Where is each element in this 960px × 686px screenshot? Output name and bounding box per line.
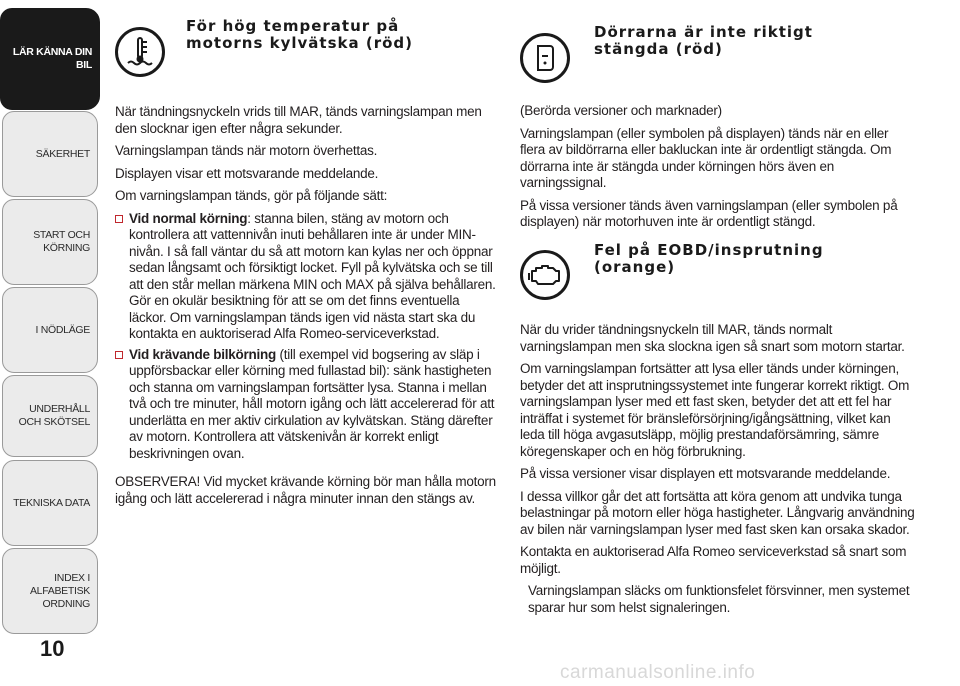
coolant-heading xyxy=(186,18,413,52)
paragraph: Varningslampan (eller symbolen på displayen) tänds när en eller flera av bildörrarna eller bakluckan inte är ordentligt stängda. Om dörrarna inte är stängda under körningen hörs även en varningssignal. xyxy=(520,125,892,190)
bullet-title: Vid krävande bilkörning xyxy=(129,346,277,362)
heading-line: stängda (röd) xyxy=(594,40,723,58)
tab-sakerhet[interactable] xyxy=(2,111,98,197)
coolant-temperature-icon xyxy=(115,27,165,77)
tab-label: START OCH KÖRNING xyxy=(33,229,90,254)
watermark: carmanualsonline.info xyxy=(560,662,756,683)
page-number: 10 xyxy=(40,636,65,661)
bullet-demanding-driving xyxy=(115,347,500,463)
paragraph: (Berörda versioner och marknader) xyxy=(520,103,722,118)
tab-label: I NÖDLÄGE xyxy=(35,323,90,336)
paragraph: Kontakta en auktoriserad Alfa Romeo serviceverkstad så snart som möjligt. xyxy=(520,544,907,576)
bullet-normal-driving xyxy=(115,211,500,343)
heading-line: motorns kylvätska (röd) xyxy=(186,34,414,52)
bullet-box-icon xyxy=(115,351,123,359)
heading-line: Dörrarna är inte riktigt xyxy=(594,23,813,41)
tab-underhall-och-skotsel[interactable] xyxy=(2,375,98,457)
tab-label: LÄR KÄNNA DIN BIL xyxy=(12,46,92,71)
paragraph: När tändningsnyckeln vrids till MAR, tänds varningslampan men den slocknar igen efter några sekunder. xyxy=(115,104,482,136)
paragraph: Om varningslampan tänds, gör på följande sätt: xyxy=(115,188,388,203)
eobd-heading xyxy=(594,242,824,276)
heading-line: För hög temperatur på xyxy=(186,17,400,35)
paragraph: När du vrider tändningsnyckeln till MAR, tänds normalt varningslampan men ska slockna igen så snart som motorn startar. xyxy=(520,322,905,354)
bullet-text: : stanna bilen, stäng av motorn och kontrollera att vattennivån inuti behållaren inte är under MIN-nivån. I så fall väntar du så att motorn kan kylas ner och öppnar sedan långsamt och försiktigt locket. Fyll på kylvätska och se till att den står mellan märkena MIN och MAX på själva behållaren. Gör en okulär besiktning för att se om det finns eventuella läckor. Om varningslampan tänds igen vid nästa start ska du kontakta en auktoriserad Alfa Romeo-serviceverkstad. xyxy=(129,210,496,341)
bullet-box-icon xyxy=(115,215,123,223)
tab-label: UNDERHÅLL OCH SKÖTSEL xyxy=(18,403,90,428)
door-open-icon xyxy=(520,33,570,83)
tab-label: SÄKERHET xyxy=(35,147,90,160)
paragraph: På vissa versioner visar displayen ett motsvarande meddelande. xyxy=(520,466,891,481)
tab-start-och-korning[interactable] xyxy=(2,199,98,285)
paragraph: Displayen visar ett motsvarande meddelande. xyxy=(115,165,379,181)
tab-index[interactable] xyxy=(2,548,98,634)
doors-body xyxy=(520,103,915,237)
bullet-title: Vid normal körning xyxy=(129,210,248,226)
bullet-text: (till exempel vid bogsering av släp i uppförsbackar eller körning med fullastad bil): sänk hastigheten och stanna om varningslampan fortsätter lysa. Stanna i mellan två och tre minuter, håll motorn igång och lätt accelererad för att underlätta en mer aktiv cirkulation av kylvätskan. Stäng därefter av motorn. Kontrollera att vätskenivån är korrekt enligt beskrivningen ovan. xyxy=(129,346,495,461)
doors-heading xyxy=(594,24,813,58)
paragraph: På vissa versioner tänds även varningslampan (eller symbolen på displayen) när motorhuven inte är ordentligt stängd. xyxy=(520,197,898,229)
heading-line: (orange) xyxy=(594,258,676,276)
note-paragraph: OBSERVERA! Vid mycket krävande körning bör man hålla motorn igång och lätt accelererad i några minuter innan den stängs av. xyxy=(115,474,496,506)
heading-line: Fel på EOBD/insprutning xyxy=(594,241,824,259)
tab-label: INDEX I ALFABETISK ORDNING xyxy=(29,571,90,610)
paragraph: Varningslampan släcks om funktionsfelet försvinner, men systemet sparar hur som helst signaleringen. xyxy=(528,583,910,615)
paragraph: Varningslampan tänds när motorn överhettas. xyxy=(115,143,378,158)
engine-check-icon xyxy=(520,250,570,300)
paragraph: Om varningslampan fortsätter att lysa eller tänds under körningen, betyder det att insprutningssystemet inte fungerar korrekt riktigt. Om varningslampan lyser med ett fast sken, betyder det att ett fel har inträffat i systemet för bränsleförsörjning/igångsättning, vilket kan leda till höga avgasutsläpp, möjlig prestandaförsämring, sämre köregenskaper och en hög förbrukning. xyxy=(520,361,910,459)
eobd-body xyxy=(520,322,915,622)
paragraph: I dessa villkor går det att fortsätta att köra genom att undvika tunga belastningar på motorn eller höga hastigheter. Långvarig användning av bilen när varningslampan lyser med fast sken kan orsaka skador. xyxy=(520,488,915,537)
tab-label: TEKNISKA DATA xyxy=(13,496,90,509)
coolant-body xyxy=(115,104,500,513)
chapter-sidebar xyxy=(0,0,100,686)
tab-lar-kanna-din-bil[interactable] xyxy=(0,8,100,110)
tab-tekniska-data[interactable] xyxy=(2,460,98,546)
tab-i-nodlage[interactable] xyxy=(2,287,98,373)
